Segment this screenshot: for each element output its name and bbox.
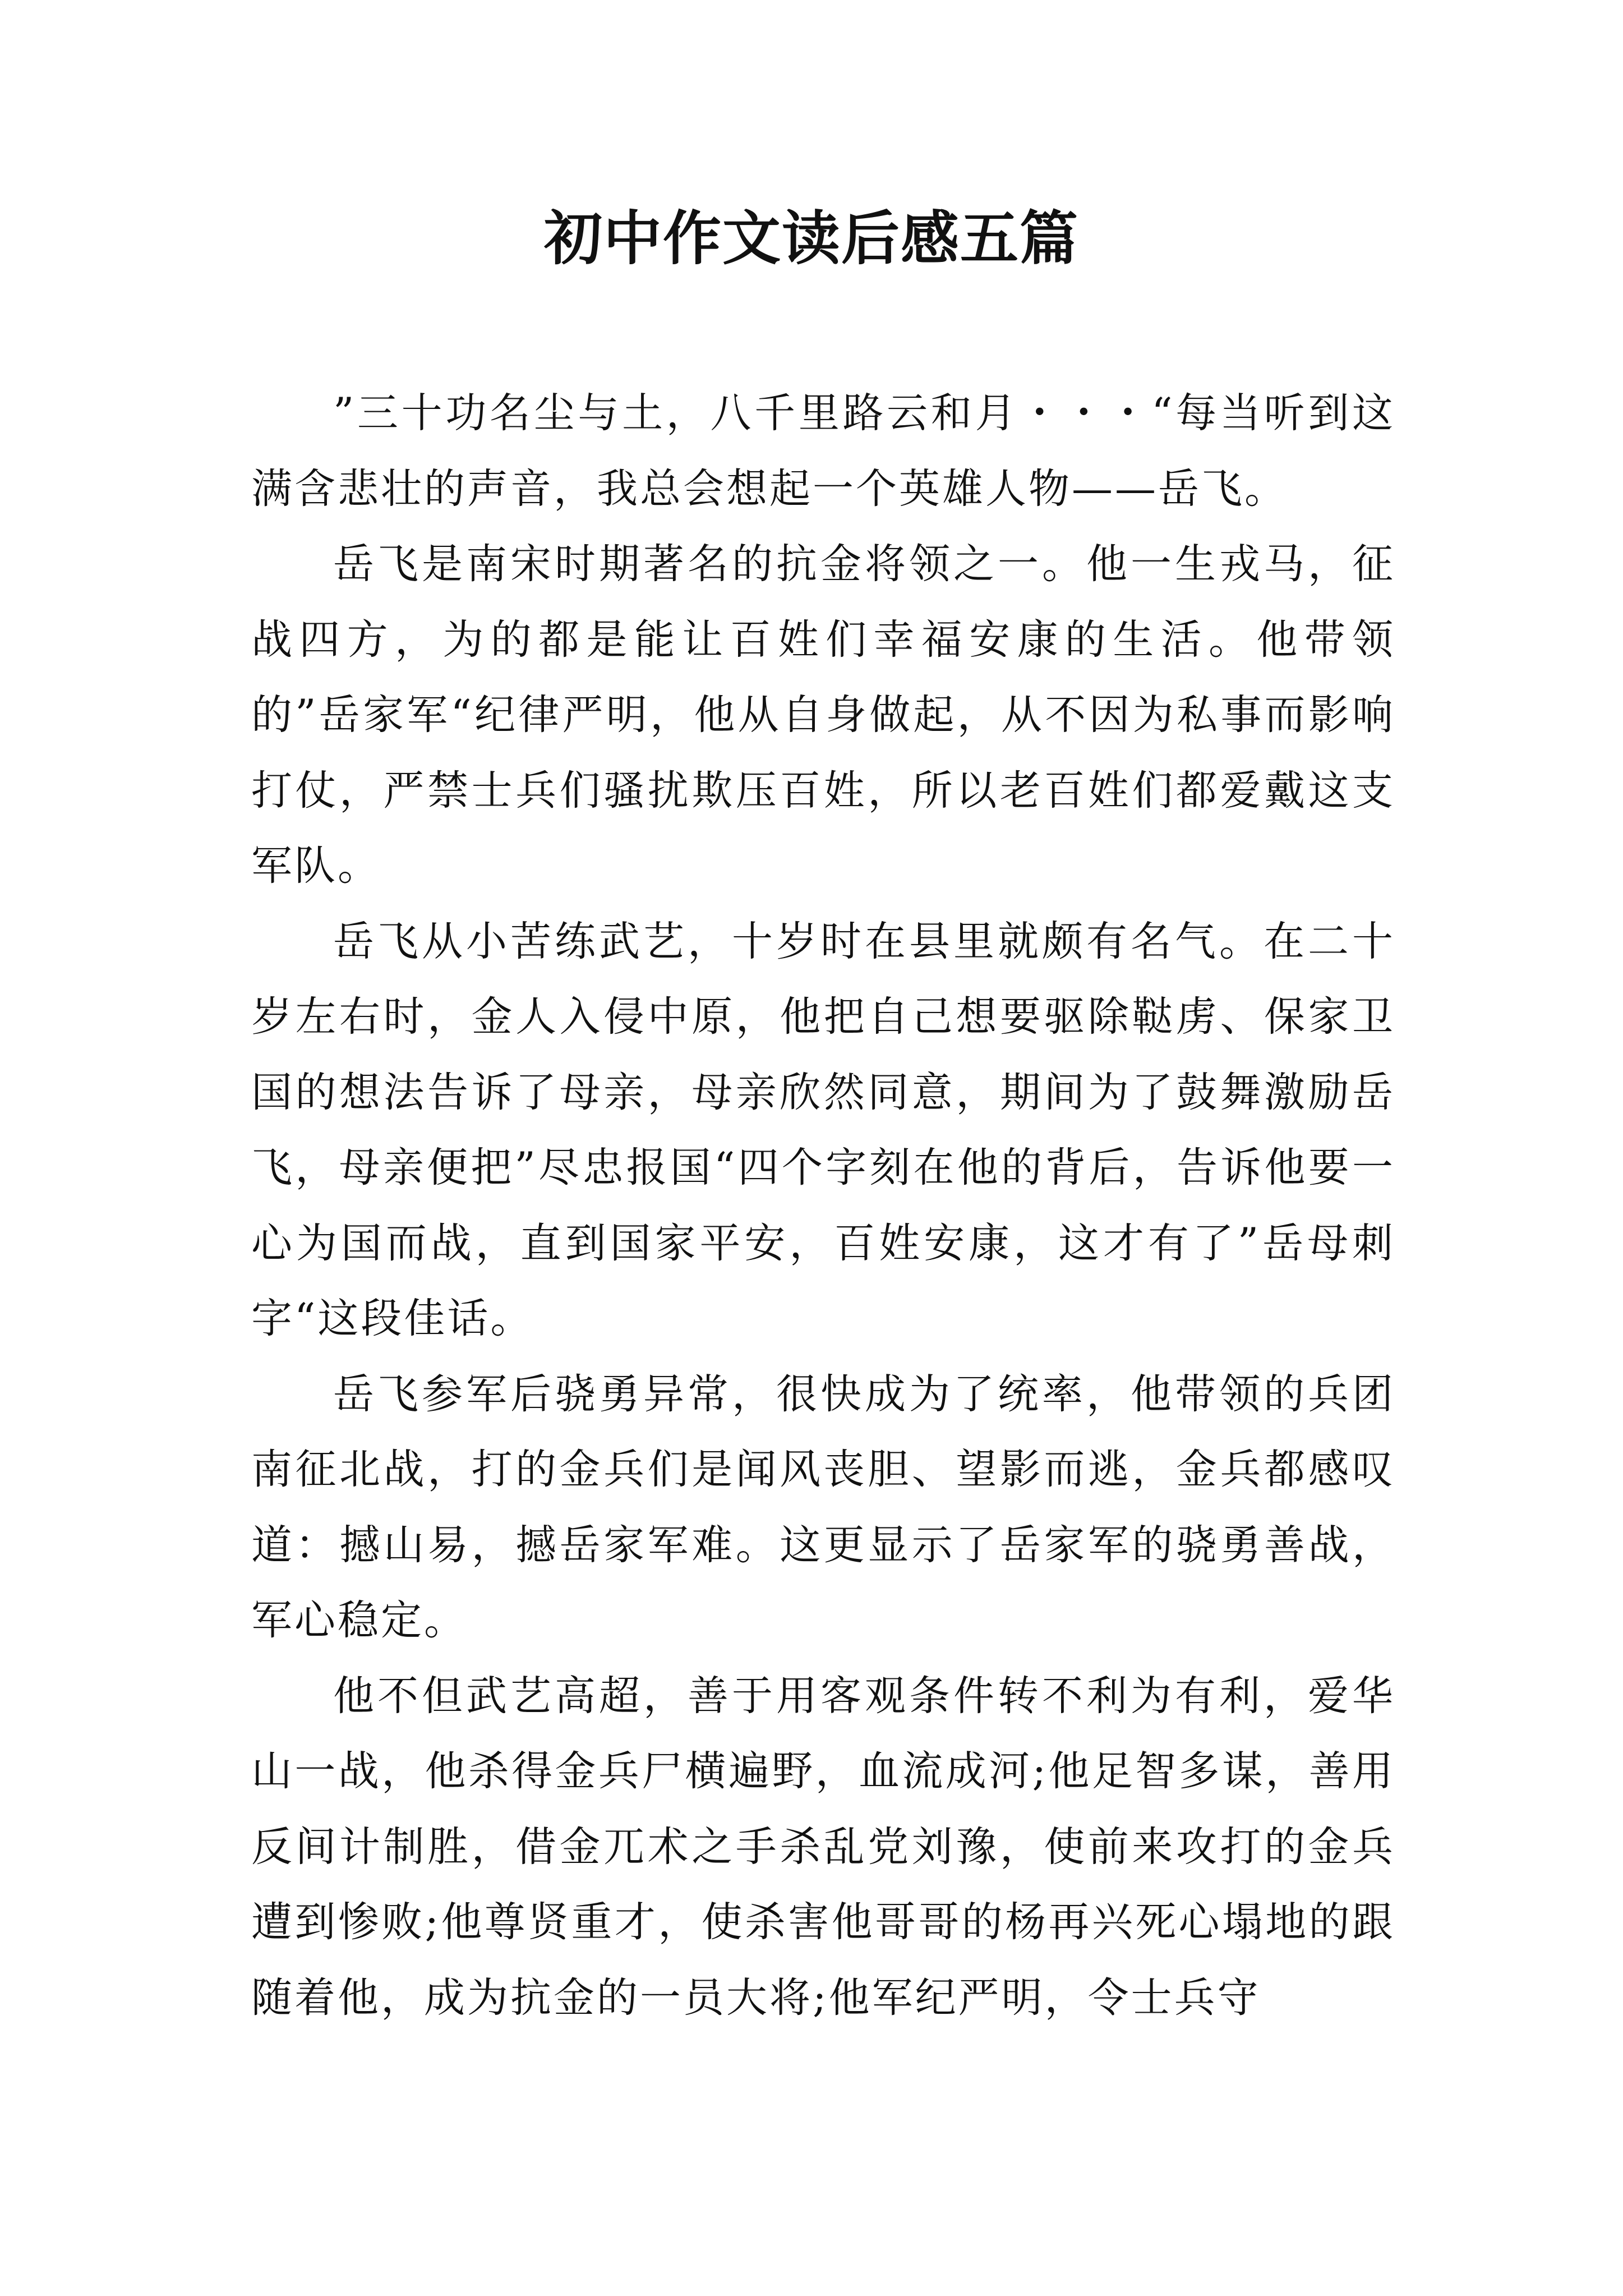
paragraph-1: ”三十功名尘与土，八千里路云和月・・・“每当听到这满含悲壮的声音，我总会想起一个英雄人物——岳飞。: [251, 389, 1395, 513]
paragraph-5: 他不但武艺高超，善于用客观条件转不利为有利，爱华山一战，他杀得金兵尸横遍野，血流成河;他足智多谋，善用反间计制胜，借金兀术之手杀乱党刘豫，使前来攻打的金兵遭到惨败;他尊贤重才，使杀害他哥哥的杨再兴死心塌地的跟随着他，成为抗金的一员大将;他军纪严明，令士兵守: [251, 1672, 1395, 2022]
paragraph-2: 岳飞是南宋时期著名的抗金将领之一。他一生戎马，征战四方，为的都是能让百姓们幸福安康的生活。他带领的”岳家军“纪律严明，他从自身做起，从不因为私事而影响打仗，严禁士兵们骚扰欺压百姓，所以老百姓们都爱戴这支军队。: [251, 540, 1395, 890]
paragraph-3: 岳飞从小苦练武艺，十岁时在县里就颇有名气。在二十岁左右时，金人入侵中原，他把自己想要驱除鞑虏、保家卫国的想法告诉了母亲，母亲欣然同意，期间为了鼓舞激励岳飞，母亲便把”尽忠报国“四个字刻在他的背后，告诉他要一心为国而战，直到国家平安，百姓安康，这才有了”岳母刺字“这段佳话。: [251, 917, 1395, 1342]
paragraph-4: 岳飞参军后骁勇异常，很快成为了统率，他带领的兵团南征北战，打的金兵们是闻风丧胆、望影而逃，金兵都感叹道：撼山易，撼岳家军难。这更显示了岳家军的骁勇善战，军心稳定。: [251, 1370, 1395, 1644]
document-title: 初中作文读后感五篇: [543, 204, 1079, 273]
document-body: [251, 376, 1395, 2036]
